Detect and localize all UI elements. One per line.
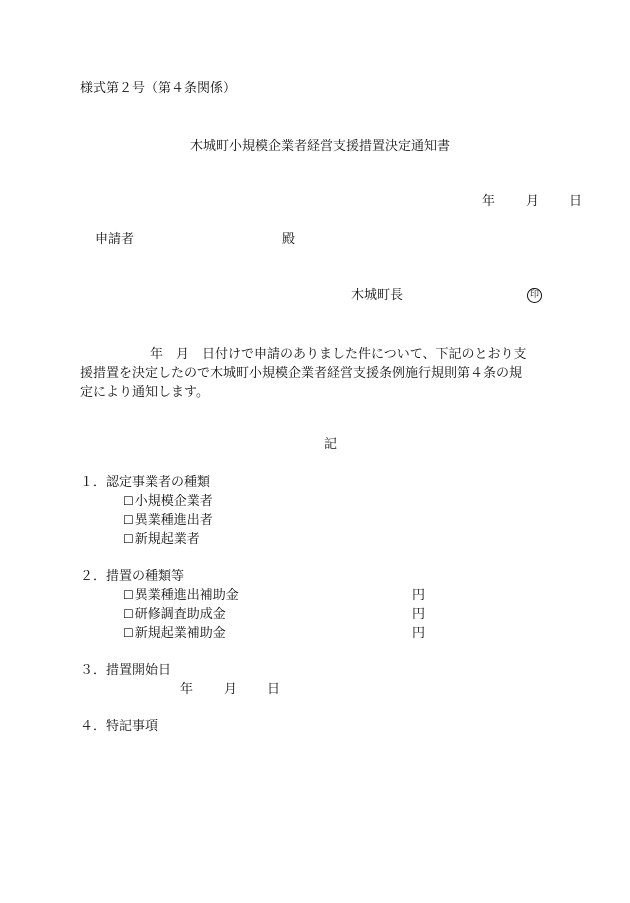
checkbox-icon: ☐ <box>123 513 134 527</box>
issue-date-month: 月 <box>526 194 540 209</box>
seal-mark: 印 <box>527 288 542 303</box>
section-2-item-training-grant: ☐研修調査助成金 <box>123 607 226 622</box>
section-1-option-small-business: ☐小規模企業者 <box>123 494 213 509</box>
applicant-honorific: 殿 <box>282 232 296 247</box>
section-1-heading: １．認定事業者の種類 <box>80 475 211 490</box>
section-3-heading: ３．措置開始日 <box>80 663 172 678</box>
start-date-month: 月 <box>224 682 238 697</box>
checkbox-icon: ☐ <box>123 588 134 602</box>
notice-body-line-3: 定により通知します。 <box>80 385 209 400</box>
section-2-item-startup-subsidy: ☐新規起業補助金 <box>123 626 226 641</box>
section-2-item-diversification-subsidy: ☐異業種進出補助金 <box>123 588 239 603</box>
checkbox-icon: ☐ <box>123 626 134 640</box>
section-2-item-yen-3: 円 <box>412 626 426 641</box>
section-2-item-yen-2: 円 <box>412 607 426 622</box>
section-2-item-yen-1: 円 <box>412 588 426 603</box>
applicant-label: 申請者 <box>95 232 135 247</box>
ki-heading: 記 <box>324 437 338 452</box>
notice-body-line-1: 年 月 日付けで申請のありました件について、下記のとおり支 <box>150 347 527 362</box>
document-title: 木城町小規模企業者経営支援措置決定通知書 <box>190 139 451 154</box>
start-date-day: 日 <box>267 682 281 697</box>
issuer-name: 木城町長 <box>351 288 404 303</box>
form-number: 様式第２号（第４条関係） <box>80 81 237 96</box>
start-date-year: 年 <box>180 682 194 697</box>
issue-date-year: 年 <box>482 194 496 209</box>
section-4-heading: ４．特記事項 <box>80 719 159 734</box>
section-1-option-new-startup: ☐新規起業者 <box>123 532 200 547</box>
notice-body-line-2: 援措置を決定したので木城町小規模企業者経営支援条例施行規則第４条の規 <box>80 366 523 381</box>
section-1-option-diversifier: ☐異業種進出者 <box>123 513 213 528</box>
issue-date-day: 日 <box>569 194 583 209</box>
checkbox-icon: ☐ <box>123 532 134 546</box>
notice-body <box>80 345 585 402</box>
checkbox-icon: ☐ <box>123 607 134 621</box>
section-2-heading: ２．措置の種類等 <box>80 569 185 584</box>
checkbox-icon: ☐ <box>123 494 134 508</box>
